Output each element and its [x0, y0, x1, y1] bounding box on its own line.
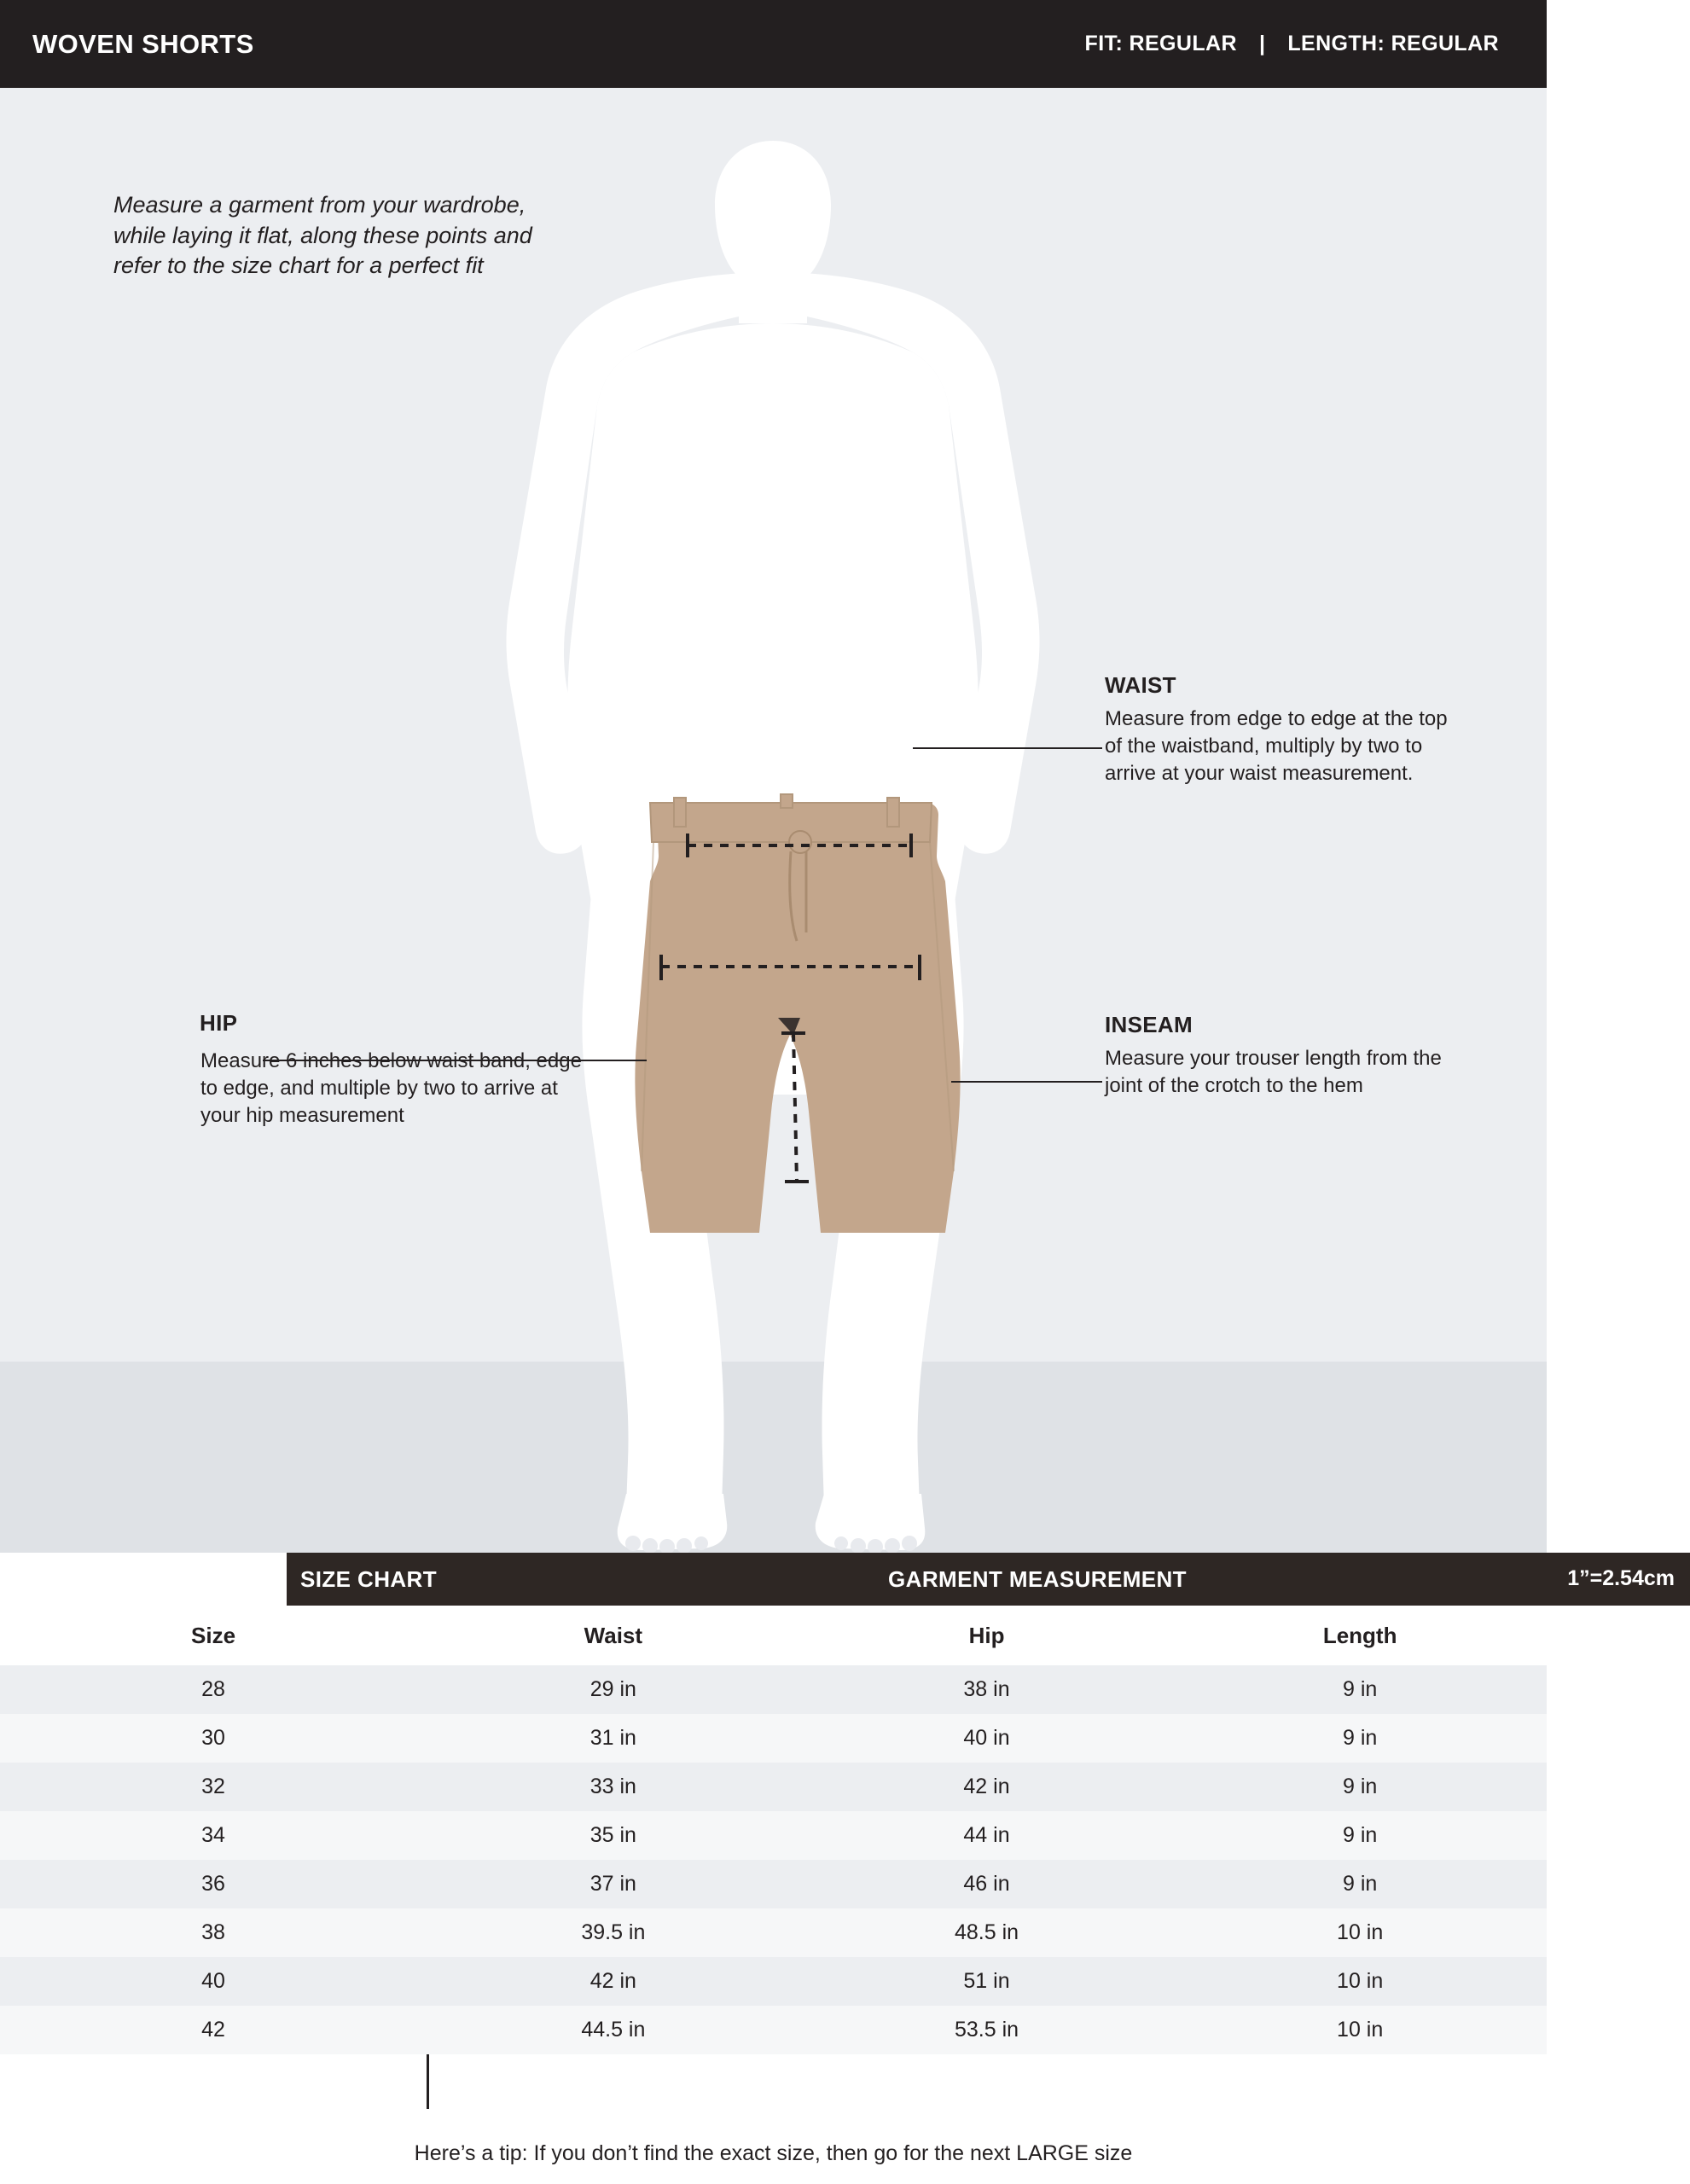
- header-bar: [0, 0, 1547, 88]
- fit-label: FIT: REGULAR: [1084, 32, 1237, 55]
- callout-hip: [200, 1010, 601, 1130]
- cell-hip: 51 in: [963, 1969, 1010, 1993]
- callout-inseam-title: INSEAM: [1105, 1012, 1193, 1037]
- column-header-hip: Hip: [800, 1606, 1174, 1665]
- cell-hip: 48.5 in: [954, 1920, 1019, 1944]
- cell-size: 36: [201, 1872, 225, 1896]
- table-row: [0, 1860, 1547, 1908]
- cell-size: 30: [201, 1726, 225, 1750]
- intro-text: Measure a garment from your wardrobe, while laying it flat, along these points and refer to the size chart for a perfect fit: [113, 192, 532, 279]
- cell-length: 9 in: [1343, 1774, 1378, 1798]
- callout-inseam-body: Measure your trouser length from the joint of the crotch to the hem: [1105, 1047, 1442, 1098]
- callout-inseam: [1105, 1012, 1446, 1100]
- table-row: [0, 1908, 1547, 1957]
- size-chart-table: [0, 1606, 1547, 2054]
- cell-size: 42: [201, 2018, 225, 2042]
- callout-hip-title: HIP: [200, 1010, 238, 1036]
- cell-waist: 44.5 in: [581, 2018, 646, 2042]
- cell-length: 9 in: [1343, 1726, 1378, 1750]
- table-row: [0, 2006, 1547, 2054]
- callout-hip-body: Measure 6 inches below waist band, edge to edge, and multiple by two to arrive at your hip measurement: [200, 1049, 582, 1128]
- table-row: [0, 1665, 1547, 1714]
- table-header-row: [0, 1606, 1547, 1665]
- length-label: LENGTH: REGULAR: [1287, 32, 1499, 55]
- cell-waist: 37 in: [589, 1872, 636, 1896]
- cell-length: 9 in: [1343, 1872, 1378, 1896]
- cell-length: 10 in: [1337, 2018, 1384, 2042]
- cell-hip: 44 in: [963, 1823, 1010, 1847]
- cell-waist: 39.5 in: [581, 1920, 646, 1944]
- cell-size: 34: [201, 1823, 225, 1847]
- table-row: [0, 1957, 1547, 2006]
- callout-waist-body: Measure from edge to edge at the top of the waistband, multiply by two to arrive at your waist measurement.: [1105, 707, 1448, 786]
- table-row: [0, 1811, 1547, 1860]
- column-header-size: Size: [0, 1606, 427, 1665]
- cell-waist: 29 in: [589, 1677, 636, 1701]
- callout-waist-title: WAIST: [1105, 672, 1176, 698]
- table-row: [0, 1763, 1547, 1811]
- cell-size: 38: [201, 1920, 225, 1944]
- cell-waist: 33 in: [589, 1774, 636, 1798]
- size-chart-banner-right: 1”=2.54cm: [1567, 1566, 1675, 1590]
- column-header-waist: Waist: [427, 1606, 800, 1665]
- cell-waist: 42 in: [589, 1969, 636, 1993]
- cell-hip: 53.5 in: [954, 2018, 1019, 2042]
- cell-hip: 42 in: [963, 1774, 1010, 1798]
- column-header-length: Length: [1173, 1606, 1547, 1665]
- cell-waist: 35 in: [589, 1823, 636, 1847]
- cell-hip: 40 in: [963, 1726, 1010, 1750]
- cell-waist: 31 in: [589, 1726, 636, 1750]
- size-chart: [0, 1553, 1675, 2184]
- waist-leader-line: [913, 747, 1102, 749]
- cell-length: 10 in: [1337, 1969, 1384, 1993]
- page-title: WOVEN SHORTS: [32, 28, 254, 59]
- cell-length: 9 in: [1343, 1677, 1378, 1701]
- size-chart-banner: [287, 1553, 1690, 1606]
- cell-size: 32: [201, 1774, 225, 1798]
- cell-size: 40: [201, 1969, 225, 1993]
- cell-length: 10 in: [1337, 1920, 1384, 1944]
- meta-separator: |: [1258, 32, 1266, 55]
- cell-size: 28: [201, 1677, 225, 1701]
- illustration-area: [0, 88, 1547, 1553]
- table-row: [0, 1714, 1547, 1763]
- size-chart-banner-left: SIZE CHART: [300, 1566, 437, 1592]
- callout-waist: [1105, 672, 1463, 787]
- cell-hip: 38 in: [963, 1677, 1010, 1701]
- cell-length: 9 in: [1343, 1823, 1378, 1847]
- mannequin-illustration: [0, 88, 1547, 1553]
- cell-hip: 46 in: [963, 1872, 1010, 1896]
- inseam-leader-line: [951, 1081, 1102, 1083]
- size-chart-banner-mid: GARMENT MEASUREMENT: [888, 1566, 1187, 1592]
- size-chart-tip: Here’s a tip: If you don’t find the exact size, then go for the next LARGE size: [414, 2141, 1133, 2165]
- header-meta: [1085, 32, 1514, 56]
